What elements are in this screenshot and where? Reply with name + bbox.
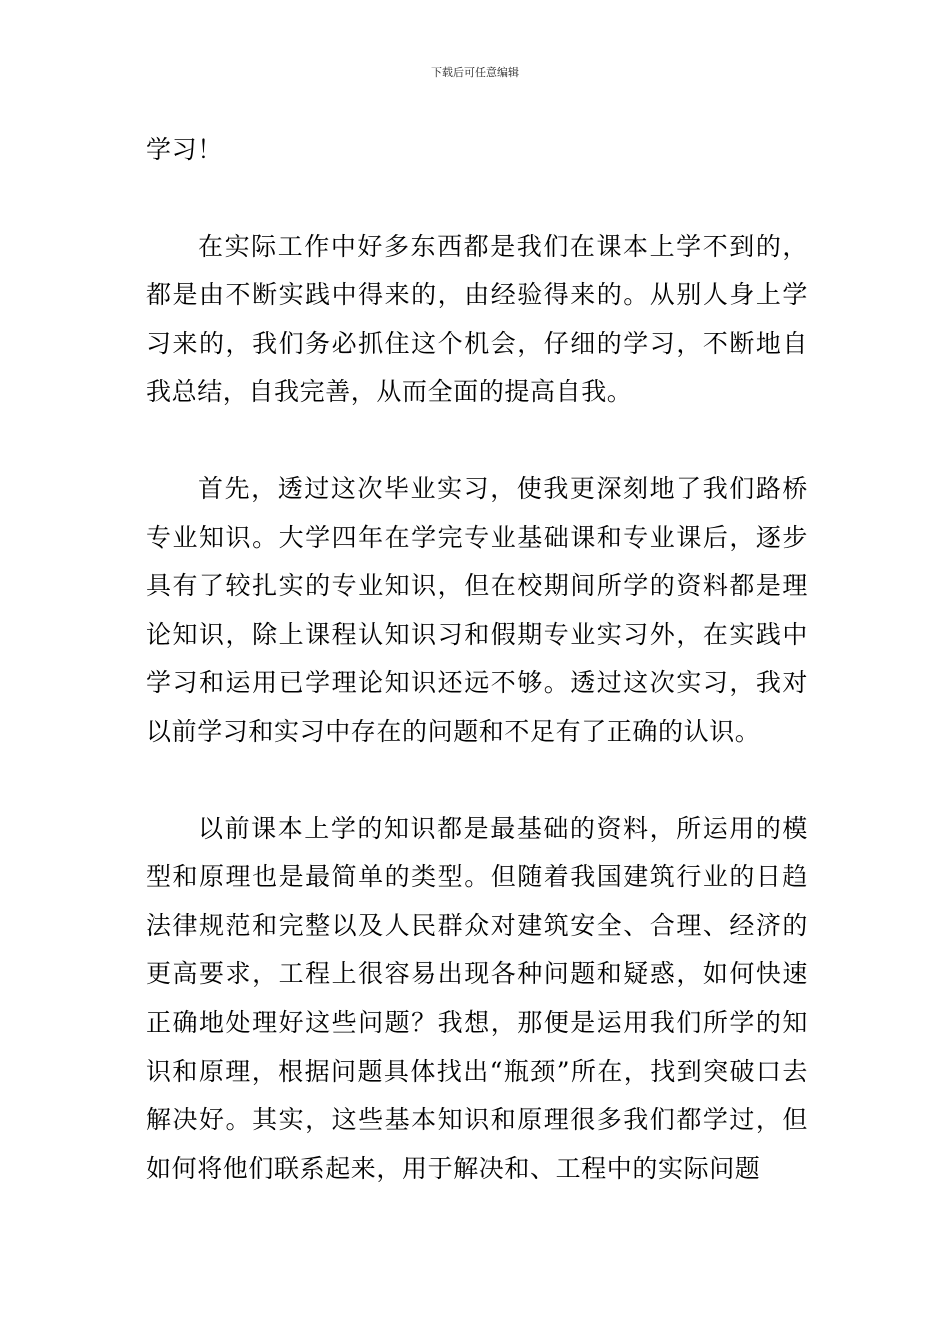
paragraph-1: 学习！ — [146, 135, 223, 164]
paragraph-3: 首先，透过这次毕业实习，使我更深刻地了我们路桥专业知识。大学四年在学完专业基础课和专业课后，逐步具有了较扎实的专业知识，但在校期间所学的资料都是理论知识，除上课程认知识习和假期专业实习外，在实践中学习和运用已学理论知识还远不够。透过这次实习，我对以前学习和实习中存在的问题和不足有了正确的认识。 — [146, 473, 808, 746]
paragraph-gap — [146, 175, 808, 223]
paragraph-gap — [146, 757, 808, 805]
document-body — [146, 126, 808, 1193]
paragraph-gap — [146, 417, 808, 465]
page-header: 下载后可任意编辑 — [431, 66, 519, 79]
paragraph-4: 以前课本上学的知识都是最基础的资料，所运用的模型和原理也是最简单的类型。但随着我国建筑行业的日趋法律规范和完整以及人民群众对建筑安全、合理、经济的更高要求，工程上很容易出现各种问题和疑惑，如何快速正确地处理好这些问题？我想，那便是运用我们所学的知识和原理，根据问题具体找出“瓶颈”所在，找到突破口去解决好。其实，这些基本知识和原理很多我们都学过，但如何将他们联系起来，用于解决和、工程中的实际问题 — [146, 813, 808, 1183]
paragraph-2: 在实际工作中好多东西都是我们在课本上学不到的，都是由不断实践中得来的，由经验得来的。从别人身上学习来的，我们务必抓住这个机会，仔细的学习，不断地自我总结，自我完善，从而全面的提高自我。 — [146, 231, 808, 407]
